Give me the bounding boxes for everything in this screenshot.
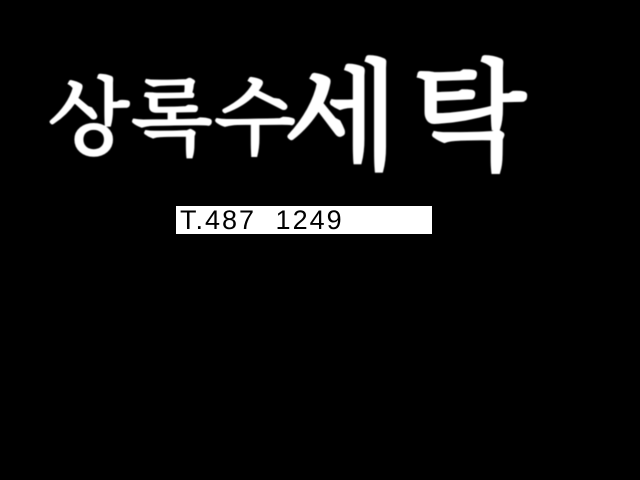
shop-name (48, 48, 568, 198)
shop-name-part2: 세탁 (284, 48, 540, 186)
phone-number: T.487 1249 (180, 205, 344, 235)
shop-name-part1: 상록수 (48, 69, 298, 167)
phone-strip (176, 206, 432, 234)
